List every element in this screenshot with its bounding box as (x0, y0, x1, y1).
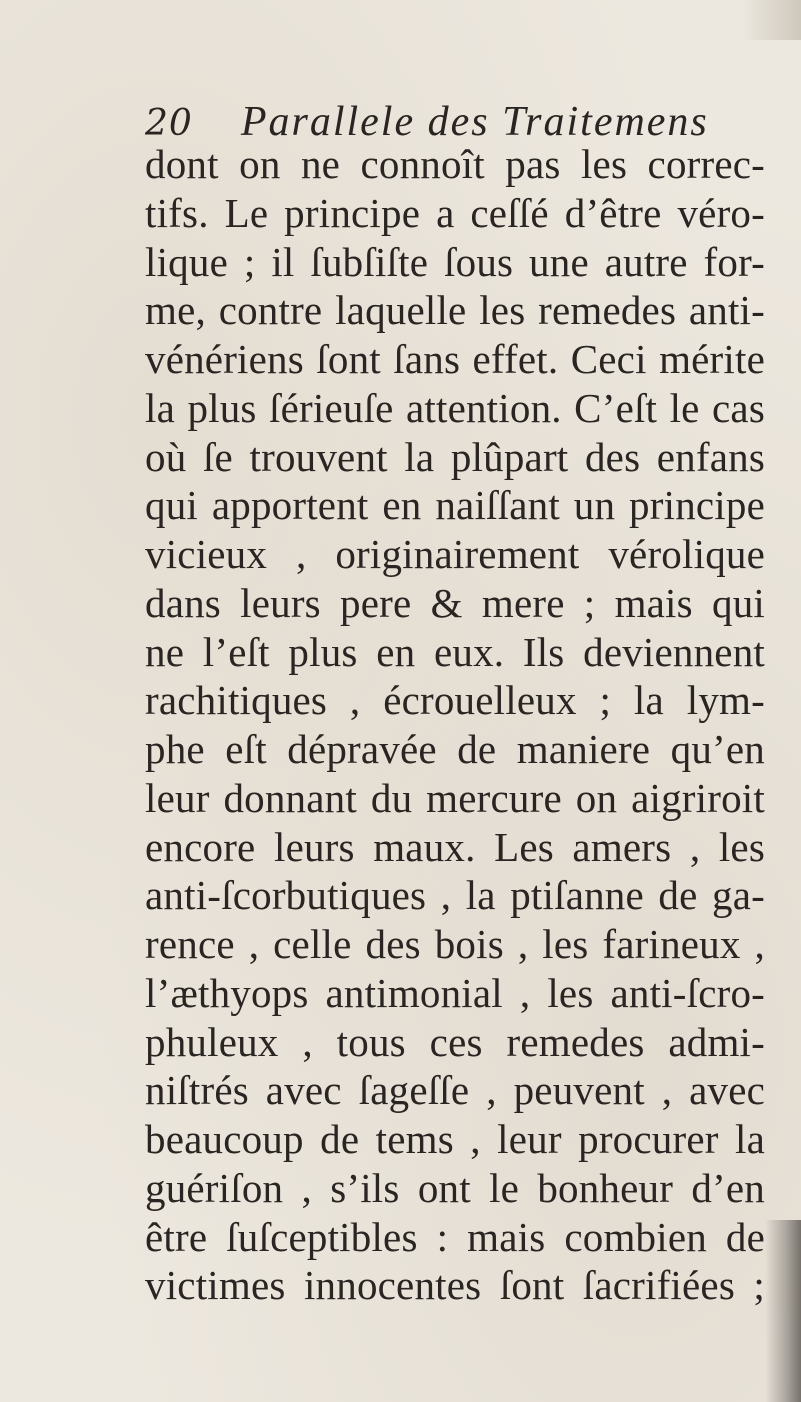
text-line: vénériens ſont ſans effet. Ceci mérite (145, 336, 765, 382)
text-line: dont on ne connoît pas les correc- (145, 141, 765, 187)
text-line: beaucoup de tems , leur procurer la (145, 1116, 765, 1162)
page-edge-shadow (765, 1220, 801, 1402)
text-line: phe eſt dépravée de maniere qu’en (145, 726, 765, 772)
text-line: victimes innocentes ſont ſacrifiées ; (145, 1262, 765, 1309)
text-line: dans leurs pere & mere ; mais qui (145, 579, 765, 626)
text-line: niſtrés avec ſageſſe , peuvent , avec (145, 1067, 765, 1114)
body-text (145, 140, 765, 1310)
text-line: rachitiques , écrouelleux ; la lym- (145, 677, 765, 724)
text-line: qui apportent en naiſſant un principe (145, 482, 765, 529)
text-line: vicieux , originairement vérolique (145, 531, 765, 577)
text-line: ne l’eſt plus en eux. Ils deviennent (145, 628, 765, 675)
text-line: la plus ſérieuſe attention. C’eſt le cas (145, 384, 765, 431)
text-line: l’æthyops antimonial , les anti-ſcro- (145, 969, 765, 1016)
text-line: guériſon , s’ils ont le bonheur d’en (145, 1164, 765, 1211)
text-line: tifs. Le principe a ceſſé d’être véro- (145, 189, 765, 236)
page-number: 20 (145, 103, 193, 144)
text-line: leur donnant du mercure on aigriroit (145, 774, 765, 821)
running-head: Parallele des Traitemens (240, 99, 709, 145)
text-line: lique ; il ſubſiſte ſous une autre for- (145, 238, 765, 285)
text-line: être ſuſceptibles : mais combien de (145, 1213, 765, 1260)
text-line: rence , celle des bois , les farineux , (145, 921, 765, 967)
page-edge-shadow (741, 0, 801, 40)
text-line: anti-ſcorbutiques , la ptiſanne de ga- (145, 872, 765, 919)
text-line: où ſe trouvent la plûpart des enfans (145, 433, 765, 480)
text-line: encore leurs maux. Les amers , les (145, 823, 765, 870)
text-line: phuleux , tous ces remedes admi- (145, 1018, 765, 1065)
text-line: me, contre laquelle les remedes anti- (145, 287, 765, 334)
